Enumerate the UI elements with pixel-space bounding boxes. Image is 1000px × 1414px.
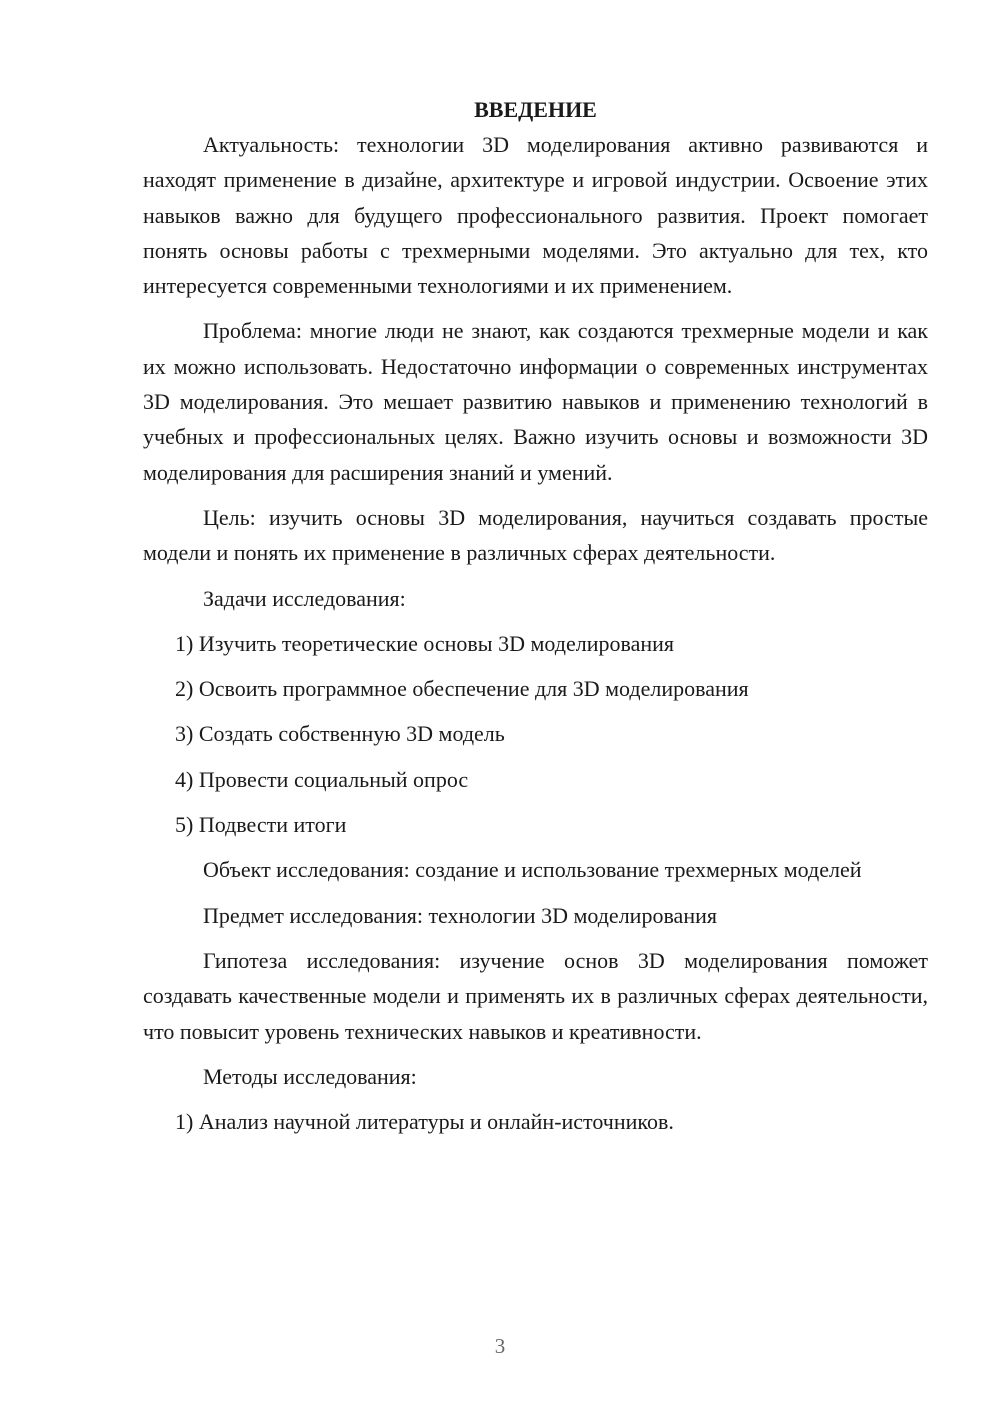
problem-paragraph: Проблема: многие люди не знают, как создаются трехмерные модели и как их можно использовать. Недостаточно информации о современных инструментах 3D моделирования. Это мешает развитию навыков и применению технологий в учебных и профессиональных целях. Важно изучить основы и возможности 3D моделирования для расширения знаний и умений. [143, 318, 928, 485]
methods-heading: Методы исследования: [203, 1063, 417, 1089]
hypothesis-paragraph: Гипотеза исследования: изучение основ 3D моделирования поможет создавать качественные модели и применять их в различных сферах деятельности, что повысит уровень технических навыков и креативности. [143, 947, 928, 1044]
goal-paragraph: Цель: изучить основы 3D моделирования, научиться создавать простые модели и понять их применение в различных сферах деятельности. [143, 504, 928, 566]
relevance-paragraph: Актуальность: технологии 3D моделирования активно развиваются и находят применение в дизайне, архитектуре и игровой индустрии. Освоение этих навыков важно для будущего профессионального развития. Проект помогает понять основы работы с трехмерными моделями. Это актуально для тех, кто интересуется современными технологиями и их применением. [143, 132, 928, 299]
page-number: 3 [494, 1334, 506, 1358]
method-item: 1) Анализ научной литературы и онлайн-источников. [175, 1109, 674, 1135]
task-item: 3) Создать собственную 3D модель [175, 721, 505, 747]
page-title: ВВЕДЕНИЕ [474, 97, 597, 122]
subject-paragraph: Предмет исследования: технологии 3D моделирования [203, 902, 717, 928]
tasks-heading: Задачи исследования: [203, 585, 406, 611]
task-item: 4) Провести социальный опрос [175, 766, 469, 792]
task-item: 1) Изучить теоретические основы 3D моделирования [175, 630, 674, 656]
task-item: 2) Освоить программное обеспечение для 3D моделирования [175, 676, 749, 702]
object-paragraph: Объект исследования: создание и использование трехмерных моделей [203, 857, 862, 883]
document-page [143, 95, 928, 1149]
task-item: 5) Подвести итоги [175, 812, 347, 838]
